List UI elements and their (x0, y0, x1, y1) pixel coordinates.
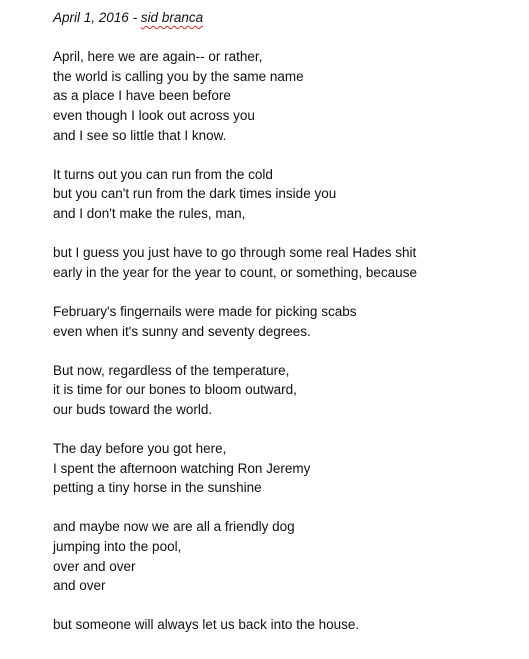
stanza-6 (53, 439, 523, 498)
stanza-2 (53, 165, 523, 224)
poem-document (53, 8, 523, 655)
stanza-8 (53, 615, 523, 635)
poem-line: and I don't make the rules, man, (53, 205, 246, 221)
stanza-1 (53, 47, 523, 145)
stanza-5 (53, 361, 523, 420)
poem-line: over and over (53, 558, 136, 574)
poem-line: The day before you got here, (53, 441, 227, 457)
poem-line: I spent the afternoon watching Ron Jeremy (53, 460, 311, 476)
poem-author[interactable]: sid branca (140, 10, 204, 25)
poem-header (53, 8, 523, 28)
poem-line: but I guess you just have to go through some real Hades shit (53, 245, 417, 261)
poem-line: even though I look out across you (53, 107, 255, 123)
poem-line: and maybe now we are all a friendly dog (53, 519, 295, 535)
poem-line: it is time for our bones to bloom outward, (53, 382, 297, 398)
poem-line: even when it's sunny and seventy degrees. (53, 323, 311, 339)
poem-line: as a place I have been before (53, 88, 231, 104)
poem-line: but someone will always let us back into the house. (53, 617, 360, 633)
poem-line: and over (53, 578, 106, 594)
poem-line: but you can't run from the dark times inside you (53, 186, 337, 202)
header-separator: - (128, 10, 141, 25)
poem-line: But now, regardless of the temperature, (53, 362, 290, 378)
poem-date: April 1, 2016 (53, 10, 129, 25)
poem-line: early in the year for the year to count, or something, because (53, 264, 417, 280)
stanza-4 (53, 302, 523, 341)
poem-line: petting a tiny horse in the sunshine (53, 480, 262, 496)
stanza-7 (53, 517, 523, 595)
poem-line: February's fingernails were made for picking scabs (53, 303, 357, 319)
poem-line: jumping into the pool, (53, 539, 182, 555)
stanza-3 (53, 243, 523, 282)
poem-line: the world is calling you by the same name (53, 68, 304, 84)
poem-line: It turns out you can run from the cold (53, 166, 273, 182)
poem-line: our buds toward the world. (53, 401, 213, 417)
poem-line: and I see so little that I know. (53, 127, 227, 143)
poem-line: April, here we are again-- or rather, (53, 49, 263, 65)
